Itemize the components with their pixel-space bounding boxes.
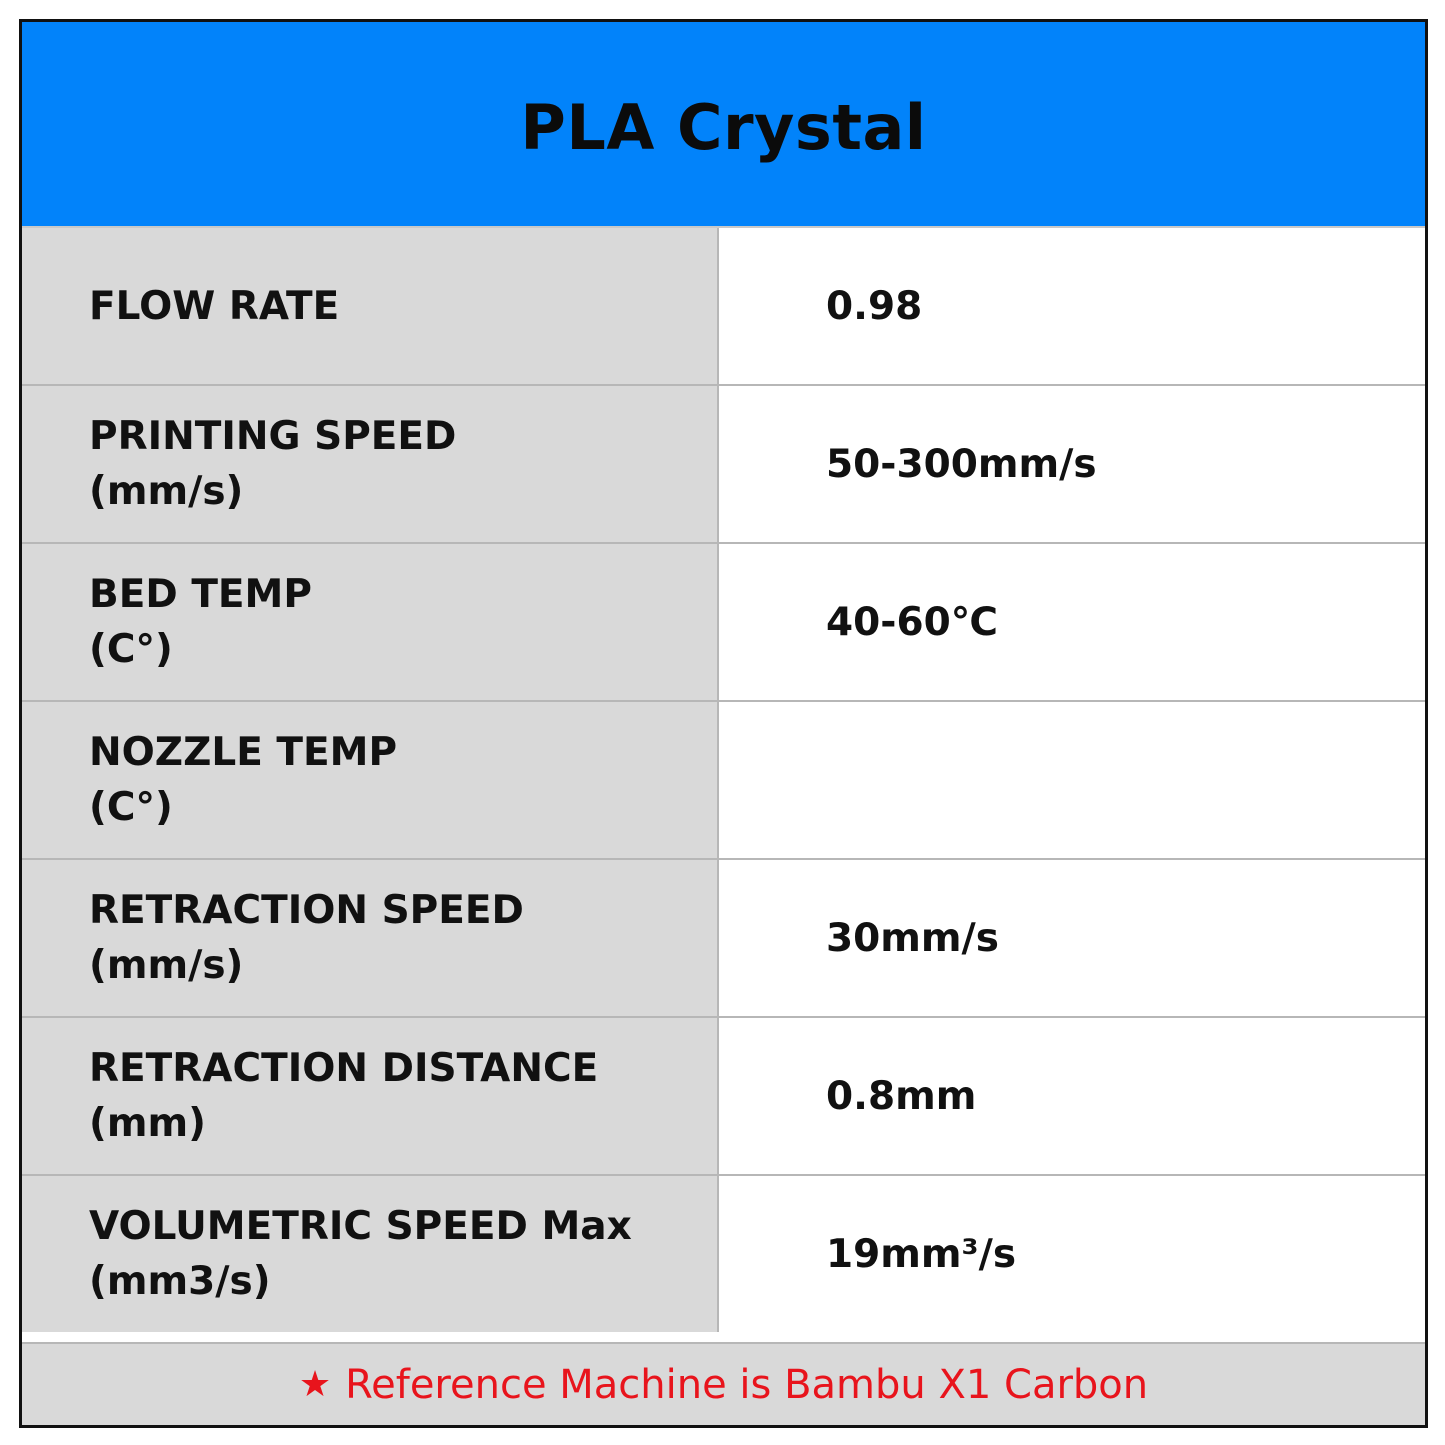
row-value-cell [719, 386, 1425, 542]
row-value-cell [719, 228, 1425, 384]
row-label-cell [22, 1018, 719, 1174]
row-unit: (mm3/s) [89, 1259, 271, 1304]
footer-note [22, 1342, 1425, 1425]
row-label: FLOW RATE [89, 283, 340, 329]
table-row [22, 226, 1425, 384]
row-value: 40-60℃ [826, 599, 998, 645]
table-row [22, 858, 1425, 1016]
row-value-cell [719, 1176, 1425, 1332]
header-banner [22, 22, 1425, 226]
row-value: 0.98 [826, 283, 923, 329]
row-label-cell [22, 228, 719, 384]
row-label-cell [22, 386, 719, 542]
row-value: 50-300mm/s [826, 441, 1097, 487]
product-title: PLA Crystal [520, 90, 927, 164]
row-label: RETRACTION SPEED [89, 888, 524, 933]
row-label: BED TEMP [89, 572, 312, 617]
row-unit: (mm) [89, 1101, 206, 1146]
row-value-cell [719, 544, 1425, 700]
spec-card [19, 19, 1428, 1428]
row-label: PRINTING SPEED [89, 414, 457, 459]
spec-table [22, 226, 1425, 1332]
table-row [22, 1016, 1425, 1174]
row-label-cell [22, 544, 719, 700]
row-value: 19mm³/s [826, 1231, 1017, 1277]
row-label-cell [22, 1176, 719, 1332]
row-value: 30mm/s [826, 915, 1000, 961]
row-unit: (mm/s) [89, 943, 244, 988]
row-value: 0.8mm [826, 1073, 977, 1119]
table-row [22, 1174, 1425, 1332]
row-value-cell [719, 1018, 1425, 1174]
row-label: VOLUMETRIC SPEED Max [89, 1204, 632, 1249]
row-value-cell [719, 702, 1425, 858]
row-unit: (C°) [89, 785, 173, 830]
row-unit: (C°) [89, 627, 173, 672]
row-value-cell [719, 860, 1425, 1016]
footer-note-text: Reference Machine is Bambu X1 Carbon [345, 1361, 1149, 1408]
row-label-cell [22, 860, 719, 1016]
table-row [22, 700, 1425, 858]
row-label: RETRACTION DISTANCE [89, 1046, 599, 1091]
row-unit: (mm/s) [89, 469, 244, 514]
row-label-cell [22, 702, 719, 858]
table-row [22, 542, 1425, 700]
row-label: NOZZLE TEMP [89, 730, 398, 775]
star-icon: ★ [298, 1364, 332, 1405]
table-row [22, 384, 1425, 542]
